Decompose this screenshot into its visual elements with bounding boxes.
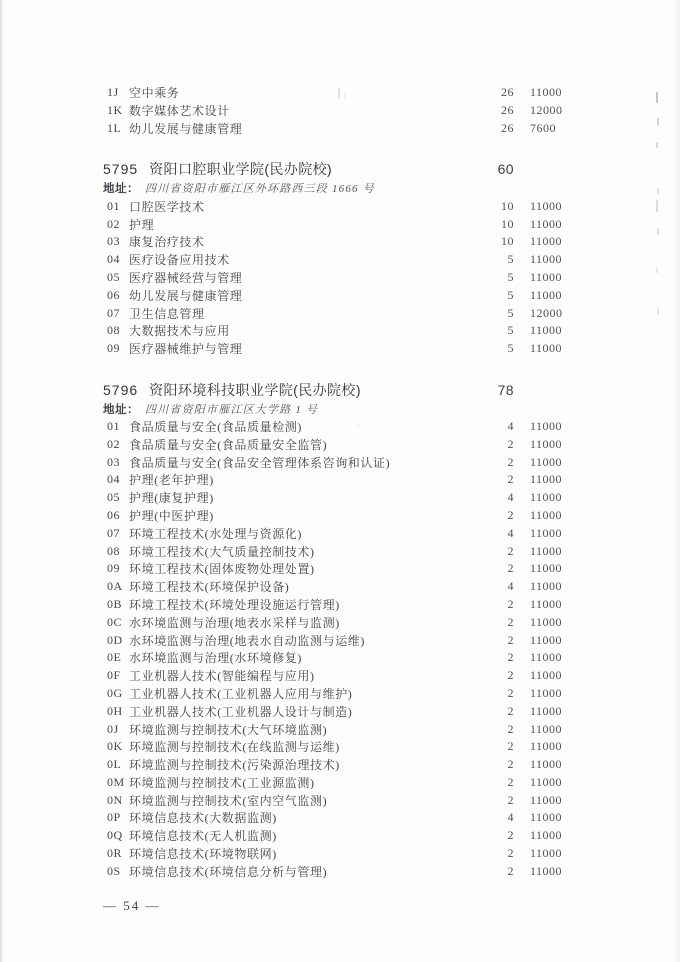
program-name: 工业机器人技术(智能编程与应用) [129, 669, 315, 684]
program-quota: 4 [507, 418, 514, 433]
program-name: 食品质量与安全(食品安全管理体系咨询和认证) [129, 455, 391, 470]
program-code: 0P [107, 810, 121, 825]
program-quota: 10 [501, 216, 514, 231]
program-row [103, 756, 566, 774]
program-rows [103, 197, 566, 357]
program-fee: 11000 [530, 85, 563, 100]
program-code: 0K [107, 739, 123, 754]
program-name: 大数据技术与应用 [129, 324, 230, 339]
program-name: 水环境监测与治理(地表水自动监测与运维) [129, 633, 365, 648]
scan-artifact-dash [657, 228, 659, 235]
program-fee: 11000 [530, 828, 563, 843]
college-code: 5796 [103, 381, 139, 398]
program-name: 幼儿发展与健康管理 [129, 288, 243, 303]
scan-artifact-dash [656, 92, 658, 103]
program-code: 0J [107, 721, 119, 736]
program-row [103, 809, 566, 827]
program-quota: 5 [507, 341, 514, 356]
program-code: 08 [107, 543, 120, 558]
program-fee: 11000 [530, 685, 563, 700]
program-fee: 11000 [530, 216, 563, 231]
program-name: 环境工程技术(环境处理设施运行管理) [129, 597, 340, 612]
program-row [103, 489, 566, 507]
college-code: 5795 [103, 161, 139, 178]
program-quota: 2 [507, 650, 514, 665]
college-section [103, 159, 566, 357]
program-name: 空中乘务 [129, 86, 180, 101]
program-quota: 2 [507, 739, 514, 754]
program-quota: 4 [507, 810, 514, 825]
program-fee: 11000 [530, 418, 563, 433]
program-row [103, 560, 566, 578]
program-row [103, 862, 566, 880]
program-name: 食品质量与安全(食品质量安全监管) [129, 437, 328, 452]
program-quota: 2 [507, 828, 514, 843]
college-section [103, 380, 566, 881]
program-rows [103, 418, 566, 881]
address-text: 四川省资阳市雁江区大学路 1 号 [145, 403, 319, 416]
program-fee: 11000 [530, 252, 563, 267]
program-quota: 5 [507, 287, 514, 302]
program-code: 09 [107, 341, 120, 356]
program-row [103, 84, 566, 102]
program-name: 工业机器人技术(工业机器人设计与制造) [129, 704, 353, 719]
program-code: 04 [107, 472, 120, 487]
program-name: 环境工程技术(水处理与资源化) [129, 526, 302, 541]
scan-artifact-dash [657, 188, 659, 194]
program-name: 食品质量与安全(食品质量检测) [129, 419, 302, 434]
college-total-quota: 60 [497, 161, 514, 178]
program-quota: 2 [507, 472, 514, 487]
program-code: 0S [107, 863, 121, 878]
program-row [103, 845, 566, 863]
program-code: 03 [107, 234, 120, 249]
program-quota: 2 [507, 668, 514, 683]
program-fee: 11000 [530, 454, 563, 469]
program-code: 0E [107, 650, 122, 665]
program-code: 03 [107, 454, 120, 469]
program-row [103, 453, 566, 471]
program-row [103, 102, 566, 120]
program-code: 1J [107, 85, 119, 100]
program-name: 护理(老年护理) [129, 473, 214, 488]
college-address-row [103, 400, 566, 418]
address-text: 四川省资阳市雁江区外环路西三段 1666 号 [145, 183, 375, 196]
scan-artifact-dash [656, 200, 658, 212]
program-code: 0D [107, 632, 123, 647]
program-fee: 7600 [530, 120, 556, 135]
college-address-row [103, 179, 566, 197]
scan-artifact-dash [656, 142, 658, 148]
program-fee: 11000 [530, 472, 563, 487]
program-code: 09 [107, 561, 120, 576]
program-fee: 11000 [530, 650, 563, 665]
program-name: 环境监测与控制技术(大气环境监测) [129, 722, 328, 737]
program-code: 0R [107, 846, 123, 861]
program-name: 环境工程技术(固体废物处理处置) [129, 562, 315, 577]
program-quota: 2 [507, 543, 514, 558]
program-row [103, 286, 566, 304]
program-row [103, 269, 566, 287]
program-fee: 11000 [530, 632, 563, 647]
program-name: 幼儿发展与健康管理 [129, 121, 243, 136]
program-name: 环境监测与控制技术(污染源治理技术) [129, 758, 340, 773]
program-fee: 11000 [530, 846, 563, 861]
program-name: 环境信息技术(环境信息分析与管理) [129, 864, 328, 879]
college-total-quota: 78 [497, 381, 514, 398]
program-fee: 11000 [530, 323, 563, 338]
program-row [103, 791, 566, 809]
program-quota: 5 [507, 305, 514, 320]
program-fee: 11000 [530, 596, 563, 611]
program-code: 0Q [107, 828, 123, 843]
program-row [103, 251, 566, 269]
program-quota: 26 [501, 85, 514, 100]
college-header [103, 159, 566, 179]
program-row [103, 418, 566, 436]
program-quota: 2 [507, 596, 514, 611]
program-name: 水环境监测与治理(地表水采样与监测) [129, 615, 340, 630]
program-row [103, 596, 566, 614]
college-name: 资阳环境科技职业学院(民办院校) [149, 381, 361, 398]
program-code: 02 [107, 436, 120, 451]
program-code: 0N [107, 792, 123, 807]
program-code: 0G [107, 685, 123, 700]
program-fee: 11000 [530, 863, 563, 878]
program-fee: 12000 [530, 305, 563, 320]
program-row [103, 738, 566, 756]
program-fee: 11000 [530, 525, 563, 540]
address-label: 地址： [103, 183, 139, 196]
program-code: 1L [107, 120, 122, 135]
program-quota: 2 [507, 454, 514, 469]
program-row [103, 507, 566, 525]
program-quota: 2 [507, 774, 514, 789]
program-row [103, 322, 566, 340]
program-row [103, 578, 566, 596]
program-fee: 11000 [530, 757, 563, 772]
scan-artifact-dash [657, 118, 659, 126]
program-fee: 11000 [530, 234, 563, 249]
program-quota: 5 [507, 323, 514, 338]
program-row [103, 471, 566, 489]
program-fee: 11000 [530, 561, 563, 576]
program-fee: 11000 [530, 341, 563, 356]
program-code: 01 [107, 198, 120, 213]
program-fee: 11000 [530, 774, 563, 789]
program-fee: 11000 [530, 543, 563, 558]
program-row [103, 215, 566, 233]
program-row [103, 720, 566, 738]
program-fee: 11000 [530, 287, 563, 302]
scan-artifact-dash [656, 268, 658, 273]
program-fee: 11000 [530, 703, 563, 718]
program-fee: 11000 [530, 507, 563, 522]
program-fee: 11000 [530, 490, 563, 505]
program-name: 护理 [129, 217, 155, 232]
program-quota: 2 [507, 863, 514, 878]
program-code: 05 [107, 269, 120, 284]
program-quota: 2 [507, 436, 514, 451]
program-row [103, 120, 566, 138]
program-fee: 11000 [530, 810, 563, 825]
program-name: 环境信息技术(大数据监测) [129, 811, 277, 826]
program-quota: 10 [501, 198, 514, 213]
program-name: 医疗器械经营与管理 [129, 270, 243, 285]
program-quota: 4 [507, 525, 514, 540]
program-fee: 12000 [530, 103, 563, 118]
program-code: 07 [107, 525, 120, 540]
program-quota: 2 [507, 846, 514, 861]
program-fee: 11000 [530, 721, 563, 736]
program-row [103, 304, 566, 322]
program-table [103, 84, 566, 880]
program-code: 0L [107, 757, 122, 772]
program-name: 环境监测与控制技术(室内空气监测) [129, 793, 328, 808]
program-row [103, 542, 566, 560]
college-header [103, 380, 566, 400]
program-quota: 2 [507, 561, 514, 576]
program-name: 护理(中医护理) [129, 508, 214, 523]
program-fee: 11000 [530, 269, 563, 284]
program-quota: 2 [507, 685, 514, 700]
program-row [103, 233, 566, 251]
program-row [103, 631, 566, 649]
program-quota: 4 [507, 490, 514, 505]
college-name: 资阳口腔职业学院(民办院校) [149, 161, 333, 178]
program-code: 01 [107, 418, 120, 433]
program-name: 工业机器人技术(工业机器人应用与维护) [129, 686, 353, 701]
program-code: 0M [107, 774, 125, 789]
program-name: 医疗器械维护与管理 [129, 342, 243, 357]
program-quota: 2 [507, 792, 514, 807]
program-code: 02 [107, 216, 120, 231]
program-row [103, 340, 566, 358]
program-name: 康复治疗技术 [129, 235, 205, 250]
program-fee: 11000 [530, 198, 563, 213]
scan-artifact-right-shade [674, 0, 680, 962]
program-row [103, 613, 566, 631]
program-name: 环境监测与控制技术(在线监测与运维) [129, 740, 340, 755]
program-quota: 5 [507, 252, 514, 267]
program-code: 06 [107, 287, 120, 302]
program-quota: 2 [507, 757, 514, 772]
program-row [103, 667, 566, 685]
program-name: 环境信息技术(无人机监测) [129, 829, 277, 844]
program-code: 05 [107, 490, 120, 505]
program-quota: 2 [507, 632, 514, 647]
program-fee: 11000 [530, 739, 563, 754]
program-code: 08 [107, 323, 120, 338]
program-quota: 26 [501, 120, 514, 135]
program-name: 水环境监测与治理(水环境修复) [129, 651, 302, 666]
program-fee: 11000 [530, 668, 563, 683]
program-name: 环境监测与控制技术(工业源监测) [129, 775, 315, 790]
program-quota: 2 [507, 614, 514, 629]
program-quota: 2 [507, 721, 514, 736]
program-code: 0F [107, 668, 121, 683]
program-quota: 26 [501, 103, 514, 118]
program-code: 0A [107, 579, 123, 594]
program-code: 0C [107, 614, 123, 629]
program-name: 环境信息技术(环境物联网) [129, 847, 277, 862]
program-name: 护理(康复护理) [129, 491, 214, 506]
program-name: 数字媒体艺术设计 [129, 104, 230, 119]
program-quota: 4 [507, 579, 514, 594]
scan-artifact-dash [657, 308, 659, 315]
scan-artifact-left-edge-line [0, 0, 3, 962]
program-row [103, 197, 566, 215]
program-row [103, 524, 566, 542]
page-number: — 54 — [103, 898, 161, 913]
program-quota: 2 [507, 703, 514, 718]
program-code: 06 [107, 507, 120, 522]
program-row [103, 827, 566, 845]
address-label: 地址： [103, 403, 139, 416]
program-name: 医疗设备应用技术 [129, 253, 230, 268]
program-fee: 11000 [530, 792, 563, 807]
program-row [103, 685, 566, 703]
program-row [103, 702, 566, 720]
program-fee: 11000 [530, 436, 563, 451]
program-code: 0H [107, 703, 123, 718]
program-code: 04 [107, 252, 120, 267]
program-row [103, 774, 566, 792]
program-code: 1K [107, 103, 123, 118]
program-name: 环境工程技术(环境保护设备) [129, 580, 290, 595]
program-name: 口腔医学技术 [129, 199, 205, 214]
program-code: 0B [107, 596, 123, 611]
program-name: 环境工程技术(大气质量控制技术) [129, 544, 315, 559]
program-quota: 2 [507, 507, 514, 522]
program-fee: 11000 [530, 579, 563, 594]
program-code: 07 [107, 305, 120, 320]
program-fee: 11000 [530, 614, 563, 629]
program-row [103, 435, 566, 453]
program-row [103, 649, 566, 667]
program-quota: 5 [507, 269, 514, 284]
program-quota: 10 [501, 234, 514, 249]
program-name: 卫生信息管理 [129, 306, 205, 321]
